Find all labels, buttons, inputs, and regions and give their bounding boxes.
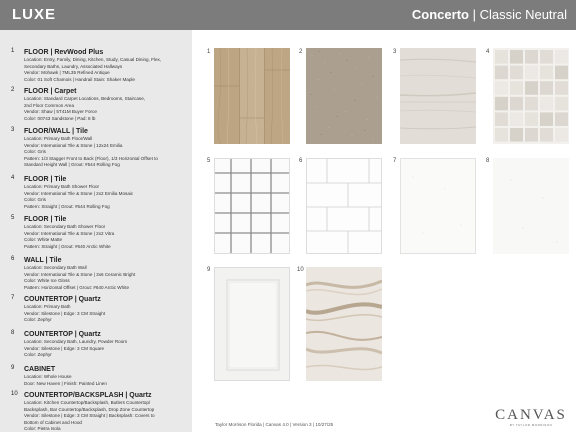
item-detail: Location: Entry, Family, Dining, Kitchen, Study, Casual Dining, Flex, — [24, 57, 162, 62]
swatch-number: 7 — [393, 158, 397, 164]
item-detail: Color: Zephyr — [24, 352, 52, 358]
item-heading: WALL | Tile — [24, 257, 62, 264]
item-number: 2 — [11, 87, 15, 93]
selections-list — [0, 30, 192, 432]
svg-text:CANVAS: CANVAS — [495, 407, 567, 423]
item-detail: Location: Secondary Bath, Laundry, Powder Room — [24, 339, 128, 344]
item-detail: Location: Secondary Bath Wall — [24, 265, 87, 270]
item-detail: Color: Gris — [24, 197, 46, 203]
item-detail: Pattern: Straight | Grout: #544 Rolling Fog — [24, 203, 110, 209]
item-number: 6 — [11, 256, 15, 262]
header-bar — [0, 0, 576, 30]
item-number: 10 — [11, 391, 18, 397]
item-detail: Location: Kitchen Countertop/Backsplash, Butlers Countertop/ — [24, 400, 151, 405]
item-detail: Color: White Ice Gloss — [24, 278, 70, 284]
swatch-number: 8 — [486, 158, 490, 164]
collection-scheme: Classic Neutral — [479, 7, 567, 22]
item-heading: CABINET — [24, 366, 56, 373]
item-heading: COUNTERTOP/BACKSPLASH | Quartz — [24, 392, 152, 399]
item-number: 8 — [11, 330, 15, 336]
collection-title — [412, 7, 567, 22]
item-detail: Bottom of Cabinet and Hood — [24, 419, 82, 425]
item-detail: Color: 01 Soft Chamois | Handrail Stain: Shaker Maple — [24, 76, 135, 82]
item-heading: FLOOR | Tile — [24, 176, 67, 183]
item-detail: Vendor: International Tile & Stone | 2x2 Vitra — [24, 230, 115, 236]
item-detail: Color: 00743 Sandstone | Pad: 8 lb — [24, 115, 96, 121]
item-number: 4 — [11, 175, 15, 181]
item-detail: Standard Height Wall | Grout: #544 Rolling Fog — [24, 162, 120, 168]
item-detail: 2nd Floor Common Area — [24, 102, 75, 108]
item-detail: Backsplash, Bar Countertop/Backsplash, Drop Zone Countertop — [24, 406, 155, 412]
white-square-tile-swatch — [214, 158, 290, 254]
item-number: 3 — [11, 127, 15, 133]
item-detail: Secondary Baths, Laundry, Associated Hallways — [24, 63, 123, 69]
item-detail: Location: Secondary Bath Shower Floor — [24, 224, 106, 229]
quartz-zephyr-square-swatch — [493, 158, 569, 254]
item-heading: COUNTERTOP | Quartz — [24, 296, 101, 303]
mosaic-tile-swatch — [493, 48, 569, 144]
item-detail: Pattern: Straight | Grout: #640 Arctic White — [24, 243, 111, 249]
swatch-number: 9 — [207, 267, 211, 273]
item-detail: Vendor: Mohawk | 7ML35 Refined Antique — [24, 70, 110, 76]
item-detail: Location: Primary Bath — [24, 304, 71, 309]
item-detail: Pattern: 1/3 Stagger Front to Back (Floor), 1/3 Horizontal Offset to — [24, 155, 158, 161]
item-heading: FLOOR | Tile — [24, 216, 67, 223]
item-detail: Vendor: Shaw | 5T41M Buyer Force — [24, 109, 97, 115]
brand-label: LUXE — [12, 6, 57, 23]
quartz-zephyr-swatch — [400, 158, 476, 254]
canvas-logo — [493, 404, 569, 430]
item-detail: Vendor: International Tile & Stone | 3x6 Ceramic Bright — [24, 271, 136, 277]
cabinet-door-swatch — [214, 267, 290, 381]
swatch-number: 10 — [297, 267, 304, 273]
item-detail: Color: Pietra Isola — [24, 426, 61, 432]
item-detail: Vendor: International Tile & Stone | 12x24 Emilia — [24, 142, 123, 148]
quartz-marble-swatch — [306, 267, 382, 381]
item-detail: Location: Standard Carpet Locations, Bedrooms, Staircase, — [24, 96, 146, 101]
item-detail: Location: Whole House — [24, 374, 72, 379]
item-detail: Vendor: Silestone | Edge: 3 CM Square — [24, 345, 105, 351]
item-number: 7 — [11, 295, 15, 301]
item-detail: Door: New Haven | Finish: Painted Linen — [24, 380, 107, 386]
item-detail: Color: Gris — [24, 149, 46, 155]
item-number: 5 — [11, 215, 15, 221]
item-heading: COUNTERTOP | Quartz — [24, 331, 101, 338]
stone-tile-swatch — [400, 48, 476, 144]
collection-name: Concerto — [411, 7, 469, 22]
item-heading: FLOOR/WALL | Tile — [24, 128, 88, 135]
item-detail: Vendor: International Tile & Stone | 2x2 Emilia Mosaic — [24, 190, 134, 196]
item-detail: Location: Primary Bath Shower Floor — [24, 184, 100, 189]
item-heading: FLOOR | RevWood Plus — [24, 49, 104, 56]
swatch-number: 1 — [207, 49, 211, 55]
swatch-number: 2 — [299, 49, 303, 55]
carpet-swatch — [306, 48, 382, 144]
item-heading: FLOOR | Carpet — [24, 88, 77, 95]
item-detail: Vendor: Silestone | Edge: 3 CM Straight | Backsplash: Covers to — [24, 413, 155, 419]
swatch-number: 3 — [393, 49, 397, 55]
wood-floor-swatch — [214, 48, 290, 144]
svg-text:BY TAYLOR MORRISON: BY TAYLOR MORRISON — [509, 423, 553, 427]
swatch-number: 4 — [486, 49, 490, 55]
item-detail: Color: White Matte — [24, 237, 63, 243]
item-number: 1 — [11, 48, 15, 54]
swatch-number: 5 — [207, 158, 211, 164]
item-detail: Vendor: Silestone | Edge: 3 CM Straight — [24, 310, 106, 316]
footer-text: Taylor Morrison Florida | Canvas 4.0 | Version 3 | 10/27/25 — [215, 422, 334, 427]
subway-tile-swatch — [306, 158, 382, 254]
item-detail: Color: Zephyr — [24, 317, 52, 323]
title-separator: | — [468, 7, 480, 22]
swatch-number: 6 — [299, 158, 303, 164]
item-detail: Pattern: Horizontal Offset | Grout: #640 Arctic White — [24, 284, 130, 290]
item-detail: Location: Primary Bath Floor/Wall — [24, 136, 93, 141]
item-number: 9 — [11, 365, 15, 371]
